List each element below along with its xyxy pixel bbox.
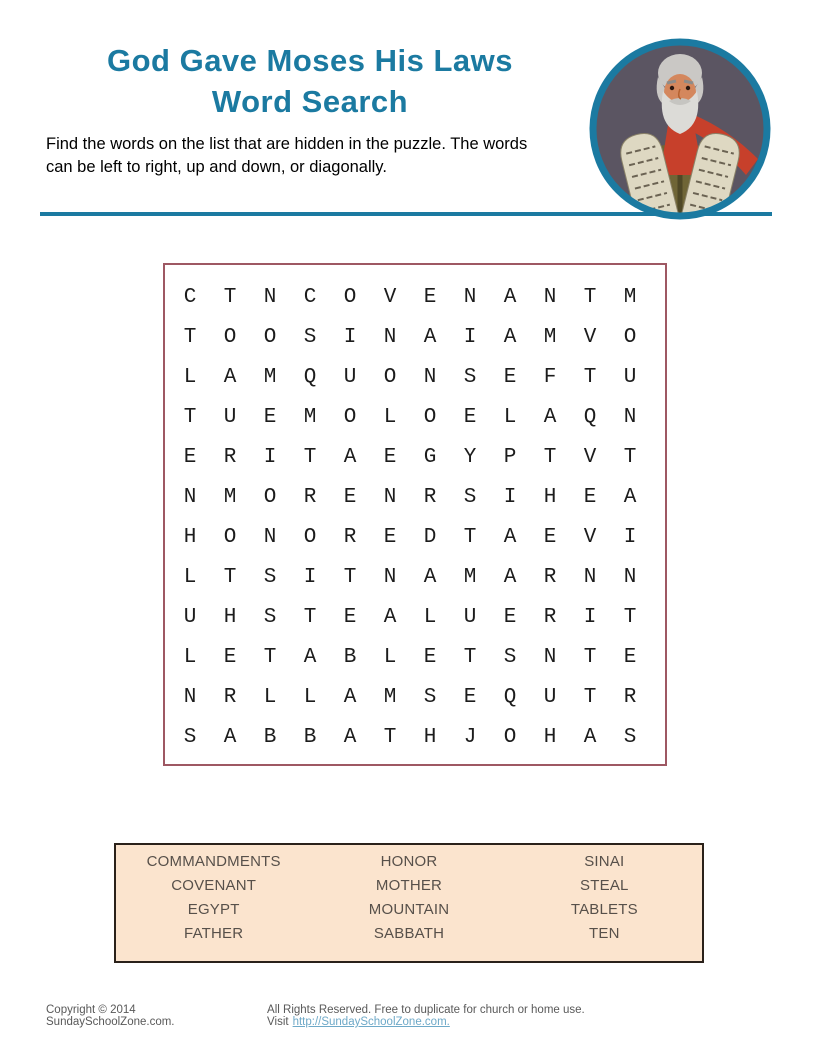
puzzle-letter: T — [183, 405, 197, 429]
puzzle-letter: M — [263, 365, 277, 389]
puzzle-letter: T — [623, 445, 637, 469]
puzzle-letter: E — [463, 685, 477, 709]
puzzle-letter: E — [583, 485, 597, 509]
puzzle-letter: T — [583, 285, 597, 309]
word-bank-word: FATHER — [184, 925, 244, 942]
word-bank-columns — [116, 850, 702, 946]
puzzle-letter: S — [463, 485, 477, 509]
puzzle-letter: B — [343, 645, 357, 669]
instructions-text: Find the words on the list that are hidden in the puzzle. The words can be left to right, up and down, or diagonally. — [46, 135, 528, 176]
puzzle-letter: R — [543, 565, 557, 589]
puzzle-letter: A — [503, 325, 517, 349]
puzzle-letter: A — [583, 725, 597, 749]
footer-copyright: Copyright © 2014 SundaySchoolZone.com. — [46, 1004, 175, 1028]
puzzle-letter: P — [503, 445, 517, 469]
puzzle-letter: L — [383, 645, 397, 669]
puzzle-letter: F — [543, 365, 557, 389]
puzzle-letter: H — [183, 525, 197, 549]
puzzle-letter: R — [343, 525, 357, 549]
word-bank-word: COVENANT — [171, 877, 257, 894]
word-bank-word: HONOR — [380, 853, 438, 870]
puzzle-letter: A — [223, 725, 237, 749]
puzzle-letter: I — [583, 605, 597, 629]
word-bank-word: TABLETS — [570, 901, 638, 918]
footer — [0, 1004, 816, 1028]
word-bank-word: TEN — [589, 925, 620, 942]
puzzle-letter: N — [263, 285, 277, 309]
puzzle-letter: S — [303, 325, 317, 349]
puzzle-letter: A — [343, 685, 357, 709]
puzzle-letter: S — [503, 645, 517, 669]
puzzle-letter: O — [503, 725, 517, 749]
puzzle-letter: Q — [303, 365, 317, 389]
puzzle-letter: E — [343, 605, 357, 629]
puzzle-letter: E — [263, 405, 277, 429]
puzzle-letter: A — [623, 485, 637, 509]
puzzle-letter: R — [543, 605, 557, 629]
puzzle-letter: R — [223, 685, 237, 709]
puzzle-letter: V — [583, 525, 597, 549]
puzzle-letter: S — [183, 725, 197, 749]
puzzle-letter: U — [223, 405, 237, 429]
puzzle-letter: L — [303, 685, 317, 709]
puzzle-letter: N — [263, 525, 277, 549]
puzzle-letter: E — [463, 405, 477, 429]
puzzle-letter: A — [303, 645, 317, 669]
puzzle-letter: O — [263, 325, 277, 349]
puzzle-letter: O — [343, 285, 357, 309]
word-bank-word: STEAL — [580, 877, 629, 894]
puzzle-letter: N — [583, 565, 597, 589]
puzzle-letter: E — [543, 525, 557, 549]
puzzle-letter: A — [223, 365, 237, 389]
puzzle-letter: I — [623, 525, 637, 549]
puzzle-letter: S — [263, 605, 277, 629]
footer-link[interactable]: http://SundaySchoolZone.com. — [292, 1016, 450, 1028]
puzzle-letter: N — [383, 565, 397, 589]
puzzle-letter: T — [543, 445, 557, 469]
puzzle-letter: G — [423, 445, 437, 469]
puzzle-letter: T — [623, 605, 637, 629]
puzzle-letter: V — [583, 445, 597, 469]
footer-rights — [267, 1004, 770, 1028]
puzzle-letter: S — [623, 725, 637, 749]
puzzle-letter: E — [503, 605, 517, 629]
puzzle-letter: N — [543, 285, 557, 309]
puzzle-letter: L — [183, 645, 197, 669]
puzzle-letter: L — [423, 605, 437, 629]
puzzle-letter: T — [343, 565, 357, 589]
puzzle-letter: I — [263, 445, 277, 469]
puzzle-letter: A — [383, 605, 397, 629]
eyebrow-right — [684, 81, 693, 83]
word-bank-word: EGYPT — [187, 901, 240, 918]
word-bank-column — [311, 850, 506, 946]
puzzle-letter: A — [543, 405, 557, 429]
puzzle-letter: I — [503, 485, 517, 509]
puzzle-letter: O — [343, 405, 357, 429]
puzzle-letter: T — [583, 685, 597, 709]
puzzle-letter: I — [463, 325, 477, 349]
puzzle-letter: H — [543, 725, 557, 749]
puzzle-letter: C — [303, 285, 317, 309]
puzzle-letter: V — [583, 325, 597, 349]
puzzle-letter: Q — [503, 685, 517, 709]
puzzle-letter: O — [303, 525, 317, 549]
moses-illustration — [584, 33, 776, 225]
puzzle-letter: M — [303, 405, 317, 429]
puzzle-letter: E — [503, 365, 517, 389]
puzzle-letter: L — [263, 685, 277, 709]
puzzle-letter: T — [303, 605, 317, 629]
puzzle-letter: N — [623, 405, 637, 429]
puzzle-letter: L — [183, 565, 197, 589]
puzzle-letter: N — [463, 285, 477, 309]
page-title-line2: Word Search — [211, 84, 409, 119]
puzzle-letter: A — [503, 525, 517, 549]
puzzle-letter: R — [623, 685, 637, 709]
puzzle-letter: N — [623, 565, 637, 589]
eye-right — [686, 86, 690, 90]
word-bank — [114, 843, 704, 963]
puzzle-letter: E — [343, 485, 357, 509]
puzzle-letter: N — [383, 325, 397, 349]
puzzle-letter: A — [503, 565, 517, 589]
puzzle-letter: A — [423, 565, 437, 589]
puzzle-letter: U — [343, 365, 357, 389]
puzzle-letter: J — [463, 725, 477, 749]
word-bank-word: MOTHER — [375, 877, 443, 894]
puzzle-letter: B — [303, 725, 317, 749]
eye-left — [670, 86, 674, 90]
puzzle-letter: B — [263, 725, 277, 749]
puzzle-letter: T — [463, 645, 477, 669]
puzzle-letter: E — [423, 645, 437, 669]
puzzle-letter: R — [303, 485, 317, 509]
puzzle-letter: E — [383, 525, 397, 549]
puzzle-letter: E — [183, 445, 197, 469]
puzzle-letter: S — [423, 685, 437, 709]
puzzle-letter: A — [503, 285, 517, 309]
puzzle-letter: T — [463, 525, 477, 549]
puzzle-letter: M — [223, 485, 237, 509]
puzzle-letter: I — [303, 565, 317, 589]
puzzle-letter: T — [223, 565, 237, 589]
word-bank-word: MOUNTAIN — [368, 901, 450, 918]
puzzle-letter: M — [623, 285, 637, 309]
word-bank-column — [507, 850, 702, 946]
puzzle-letter: I — [343, 325, 357, 349]
puzzle-letter: U — [623, 365, 637, 389]
puzzle-letter: U — [463, 605, 477, 629]
puzzle-letter: N — [543, 645, 557, 669]
puzzle-letter: Y — [463, 445, 477, 469]
puzzle-letter: O — [423, 405, 437, 429]
puzzle-letter: L — [503, 405, 517, 429]
puzzle-letter: U — [183, 605, 197, 629]
word-bank-word: COMMANDMENTS — [146, 853, 281, 870]
puzzle-letter: T — [223, 285, 237, 309]
puzzle-letter: D — [423, 525, 437, 549]
puzzle-letter: L — [383, 405, 397, 429]
puzzle-letter: S — [463, 365, 477, 389]
puzzle-letter: H — [543, 485, 557, 509]
footer-rights-text: All Rights Reserved. Free to duplicate for church or home use. Visit — [267, 1004, 585, 1028]
page-title-line1: God Gave Moses His Laws — [106, 43, 514, 78]
puzzle-letter: E — [623, 645, 637, 669]
puzzle-letter: E — [383, 445, 397, 469]
puzzle-letter: V — [383, 285, 397, 309]
page-title — [30, 40, 590, 122]
puzzle-letter: T — [183, 325, 197, 349]
puzzle-letter: O — [223, 325, 237, 349]
puzzle-letter: T — [383, 725, 397, 749]
puzzle-letter: T — [583, 365, 597, 389]
puzzle-letter: A — [343, 445, 357, 469]
puzzle-letter: R — [423, 485, 437, 509]
puzzle-letter: Q — [583, 405, 597, 429]
puzzle-letter: M — [543, 325, 557, 349]
puzzle-letter: S — [263, 565, 277, 589]
puzzle-letter: L — [183, 365, 197, 389]
puzzle-letter: N — [423, 365, 437, 389]
puzzle-letter: O — [263, 485, 277, 509]
puzzle-letter: A — [343, 725, 357, 749]
puzzle-letter: O — [223, 525, 237, 549]
puzzle-letter: N — [183, 685, 197, 709]
puzzle-letter: C — [183, 285, 197, 309]
puzzle-letter: T — [583, 645, 597, 669]
puzzle-letter: H — [423, 725, 437, 749]
puzzle-letter: U — [543, 685, 557, 709]
word-bank-word: SABBATH — [373, 925, 445, 942]
puzzle-letter: E — [423, 285, 437, 309]
puzzle-letter: R — [223, 445, 237, 469]
puzzle-letter: N — [383, 485, 397, 509]
eyebrow-left — [667, 81, 676, 83]
puzzle-letter: O — [383, 365, 397, 389]
puzzle-letter: E — [223, 645, 237, 669]
word-bank-word: SINAI — [584, 853, 625, 870]
word-bank-column — [116, 850, 311, 946]
puzzle-letter: M — [383, 685, 397, 709]
puzzle-grid — [163, 263, 667, 766]
puzzle-letter: M — [463, 565, 477, 589]
puzzle-letter: T — [263, 645, 277, 669]
puzzle-letter: A — [423, 325, 437, 349]
moses-with-tablets-icon — [584, 33, 776, 225]
puzzle-letter: N — [183, 485, 197, 509]
puzzle-letter: T — [303, 445, 317, 469]
puzzle-letter: H — [223, 605, 237, 629]
puzzle-letter: O — [623, 325, 637, 349]
